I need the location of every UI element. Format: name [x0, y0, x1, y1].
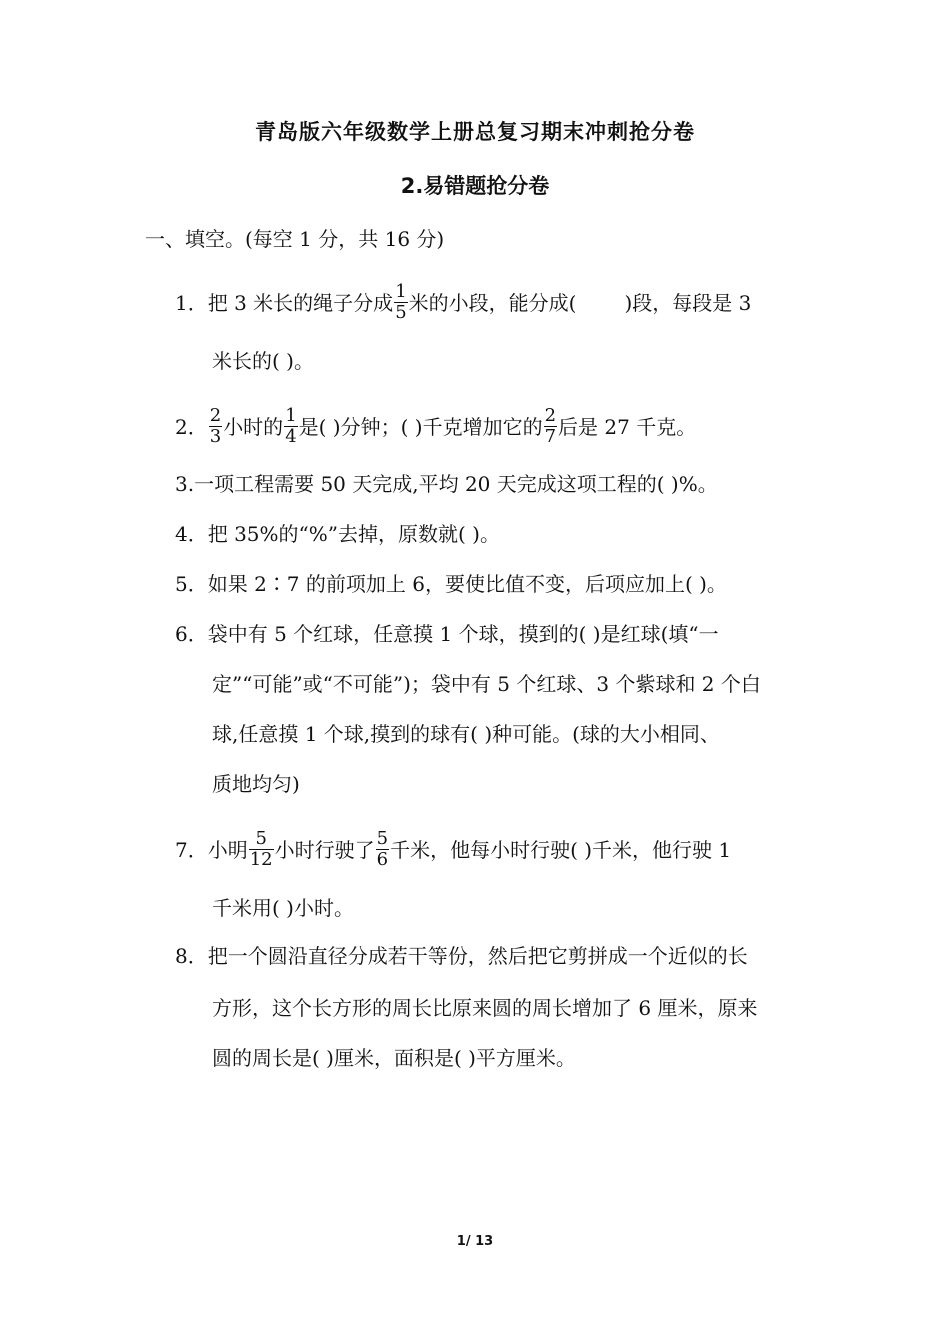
question-6-line-3: 球,任意摸 1 个球,摸到的球有( )种可能。(球的大小相同、 — [212, 722, 720, 746]
question-2-line-1 — [175, 405, 697, 449]
question-1-line-2: 米长的( )。 — [212, 349, 314, 373]
question-7-text-a: 小明 — [207, 838, 248, 862]
question-7-text-b: 小时行驶了 — [274, 838, 375, 862]
question-1-number: 1． — [175, 291, 208, 315]
question-3: 3.一项工程需要 50 天完成,平均 20 天完成这项工程的( )%。 — [175, 472, 718, 496]
document-title: 青岛版六年级数学上册总复习期末冲刺抢分卷 — [255, 120, 695, 144]
question-6-line-4: 质地均匀) — [212, 772, 300, 796]
question-7-text-c: 千米，他每小时行驶( )千米，他行驶 1 — [390, 838, 732, 862]
page-number: 1/ 13 — [456, 1234, 494, 1249]
question-1-text-c: )段，每段是 3 — [624, 291, 752, 315]
question-5: 5．如果 2∶7 的前项加上 6，要使比值不变，后项应加上( )。 — [175, 572, 727, 596]
section-heading: 一、填空。(每空 1 分，共 16 分) — [145, 227, 445, 251]
question-2-text-b: 是( )分钟；( )千克增加它的 — [298, 415, 543, 439]
question-1-text-a: 把 3 米长的绳子分成 — [207, 291, 394, 315]
question-6-line-1: 6．袋中有 5 个红球，任意摸 1 个球，摸到的( )是红球(填“一 — [175, 622, 719, 646]
question-7-line-2: 千米用( )小时。 — [212, 896, 354, 920]
fraction: $\frac{1}{4}$ — [285, 405, 297, 447]
question-2-text-c: 后是 27 千克。 — [558, 415, 697, 439]
question-6-line-2: 定”“可能”或“不可能”)；袋中有 5 个红球、3 个紫球和 2 个白 — [212, 672, 761, 696]
question-1-line-1 — [175, 281, 752, 325]
question-7-number: 7． — [175, 838, 208, 862]
question-2-number: 2． — [175, 415, 208, 439]
document-subtitle: 2.易错题抢分卷 — [400, 174, 550, 198]
fraction: $\frac{5}{6}$ — [376, 828, 389, 870]
fraction: $\frac{1}{5}$ — [395, 281, 407, 323]
question-8-line-1: 8．把一个圆沿直径分成若干等份，然后把它剪拼成一个近似的长 — [175, 944, 748, 968]
fraction: $\frac{5}{12}$ — [249, 828, 273, 870]
fraction: $\frac{2}{7}$ — [544, 405, 557, 447]
question-1-text-b: 米的小段，能分成( — [408, 291, 577, 315]
question-8-line-2: 方形，这个长方形的周长比原来圆的周长增加了 6 厘米，原来 — [212, 996, 758, 1020]
fraction: $\frac{2}{3}$ — [209, 405, 222, 447]
question-4: 4．把 35%的“%”去掉，原数就( )。 — [175, 522, 500, 546]
question-7-line-1 — [175, 828, 732, 872]
question-2-text-a: 小时的 — [223, 415, 284, 439]
question-8-line-3: 圆的周长是( )厘米，面积是( )平方厘米。 — [212, 1046, 576, 1070]
